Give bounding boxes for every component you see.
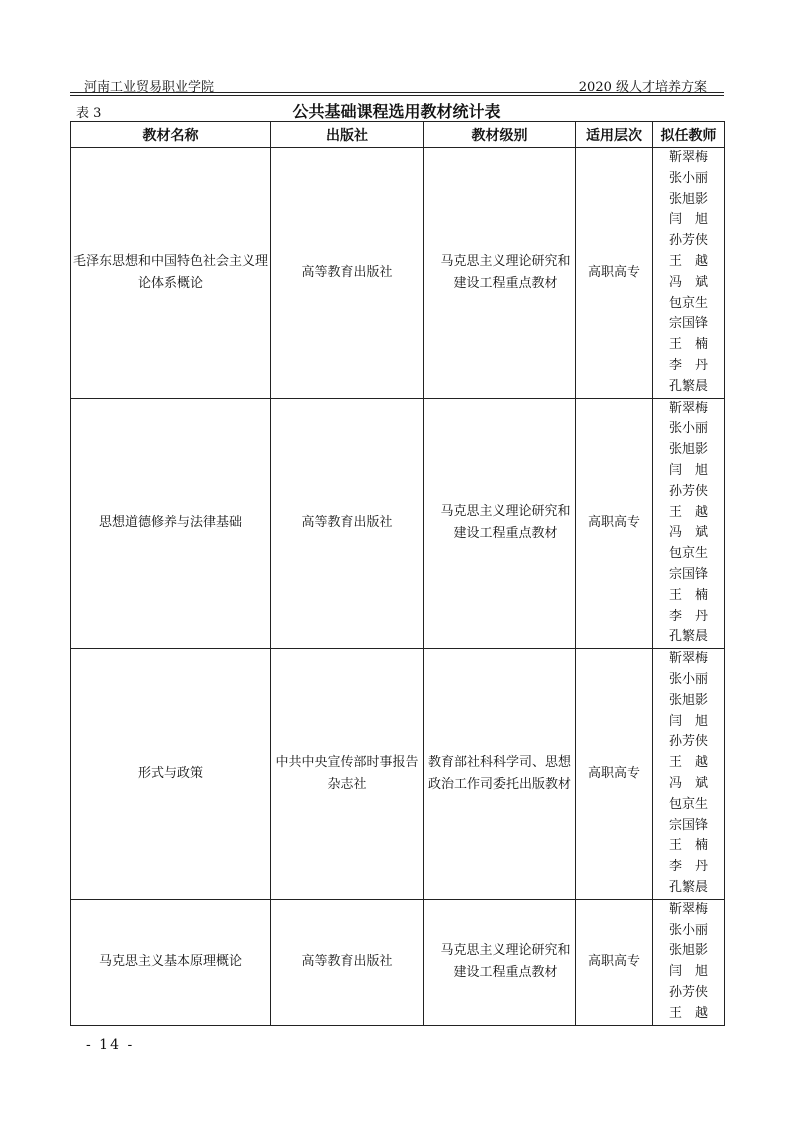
table-row xyxy=(71,148,725,399)
teacher-name: 孙芳侠 xyxy=(668,984,708,1000)
header-rule-thick xyxy=(70,92,724,93)
teacher-name: 靳翠梅 xyxy=(668,651,708,667)
teacher-name: 王 越 xyxy=(668,253,708,269)
table-row xyxy=(71,649,725,900)
textbook-level-cell: 教育部社科科学司、思想政治工作司委托出版教材 xyxy=(424,649,576,900)
header-school-name: 河南工业贸易职业学院 xyxy=(84,80,215,95)
teacher-list xyxy=(653,398,725,649)
teacher-name: 王 越 xyxy=(668,755,708,771)
teacher-list xyxy=(653,899,725,1025)
teacher-name: 孔繁晨 xyxy=(668,378,708,394)
table-row xyxy=(71,398,725,649)
textbook-name-cell: 马克思主义基本原理概论 xyxy=(71,899,271,1025)
table-title: 公共基础课程选用教材统计表 xyxy=(292,102,501,121)
teacher-name: 李 丹 xyxy=(668,357,708,373)
header-document-title: 2020 级人才培养方案 xyxy=(578,80,707,95)
textbook-level-cell: 马克思主义理论研究和建设工程重点教材 xyxy=(424,899,576,1025)
teacher-name: 冯 斌 xyxy=(668,525,708,541)
teacher-name: 王 越 xyxy=(668,504,708,520)
teacher-name: 包京生 xyxy=(668,295,708,311)
header-rule-thin xyxy=(70,95,724,96)
table-row xyxy=(71,899,725,1025)
teacher-name: 孙芳侠 xyxy=(668,233,708,249)
teacher-name: 张旭影 xyxy=(668,692,708,708)
column-header-publisher: 出版社 xyxy=(271,122,424,148)
teacher-name: 李 丹 xyxy=(668,859,708,875)
teacher-name: 张小丽 xyxy=(668,421,708,437)
table-header-row xyxy=(71,122,725,148)
teacher-name: 包京生 xyxy=(668,546,708,562)
publisher-cell: 高等教育出版社 xyxy=(271,899,424,1025)
teacher-name: 孙芳侠 xyxy=(668,483,708,499)
column-header-textbook-name: 教材名称 xyxy=(71,122,271,148)
textbook-table xyxy=(70,121,725,1026)
textbook-name-cell: 思想道德修养与法律基础 xyxy=(71,398,271,649)
teacher-name: 靳翠梅 xyxy=(668,400,708,416)
textbook-name-cell: 毛泽东思想和中国特色社会主义理论体系概论 xyxy=(71,148,271,399)
column-header-applicable-level: 适用层次 xyxy=(576,122,653,148)
teacher-name: 孙芳侠 xyxy=(668,734,708,750)
column-header-teachers: 拟任教师 xyxy=(653,122,725,148)
textbook-level-cell: 马克思主义理论研究和建设工程重点教材 xyxy=(424,148,576,399)
textbook-name-cell: 形式与政策 xyxy=(71,649,271,900)
teacher-name: 闫 旭 xyxy=(668,964,708,980)
teacher-name: 张小丽 xyxy=(668,671,708,687)
teacher-list xyxy=(653,649,725,900)
applicable-level-cell: 高职高专 xyxy=(576,148,653,399)
table-number: 表 3 xyxy=(76,106,102,121)
applicable-level-cell: 高职高专 xyxy=(576,649,653,900)
applicable-level-cell: 高职高专 xyxy=(576,899,653,1025)
teacher-name: 王 楠 xyxy=(668,337,708,353)
teacher-name: 靳翠梅 xyxy=(668,150,708,165)
publisher-cell: 高等教育出版社 xyxy=(271,398,424,649)
textbook-level-cell: 马克思主义理论研究和建设工程重点教材 xyxy=(424,398,576,649)
teacher-name: 闫 旭 xyxy=(668,713,708,729)
teacher-name: 宗国锋 xyxy=(668,817,708,833)
publisher-cell: 中共中央宣传部时事报告杂志社 xyxy=(271,649,424,900)
publisher-cell: 高等教育出版社 xyxy=(271,148,424,399)
teacher-name: 王 越 xyxy=(668,1005,708,1021)
teacher-name: 闫 旭 xyxy=(668,462,708,478)
applicable-level-cell: 高职高专 xyxy=(576,398,653,649)
teacher-name: 冯 斌 xyxy=(668,274,708,290)
teacher-list xyxy=(653,148,725,399)
teacher-name: 王 楠 xyxy=(668,838,708,854)
teacher-name: 张小丽 xyxy=(668,170,708,186)
teacher-name: 张小丽 xyxy=(668,922,708,938)
teacher-name: 王 楠 xyxy=(668,587,708,603)
teacher-name: 宗国锋 xyxy=(668,566,708,582)
column-header-textbook-level: 教材级别 xyxy=(424,122,576,148)
teacher-name: 宗国锋 xyxy=(668,316,708,332)
teacher-name: 孔繁晨 xyxy=(668,879,708,895)
page-number: - 14 - xyxy=(86,1037,135,1053)
teacher-name: 冯 斌 xyxy=(668,775,708,791)
teacher-name: 孔繁晨 xyxy=(668,629,708,645)
teacher-name: 张旭影 xyxy=(668,191,708,207)
teacher-name: 李 丹 xyxy=(668,608,708,624)
teacher-name: 包京生 xyxy=(668,796,708,812)
teacher-name: 闫 旭 xyxy=(668,212,708,228)
teacher-name: 张旭影 xyxy=(668,442,708,458)
teacher-name: 靳翠梅 xyxy=(668,901,708,917)
teacher-name: 张旭影 xyxy=(668,943,708,959)
